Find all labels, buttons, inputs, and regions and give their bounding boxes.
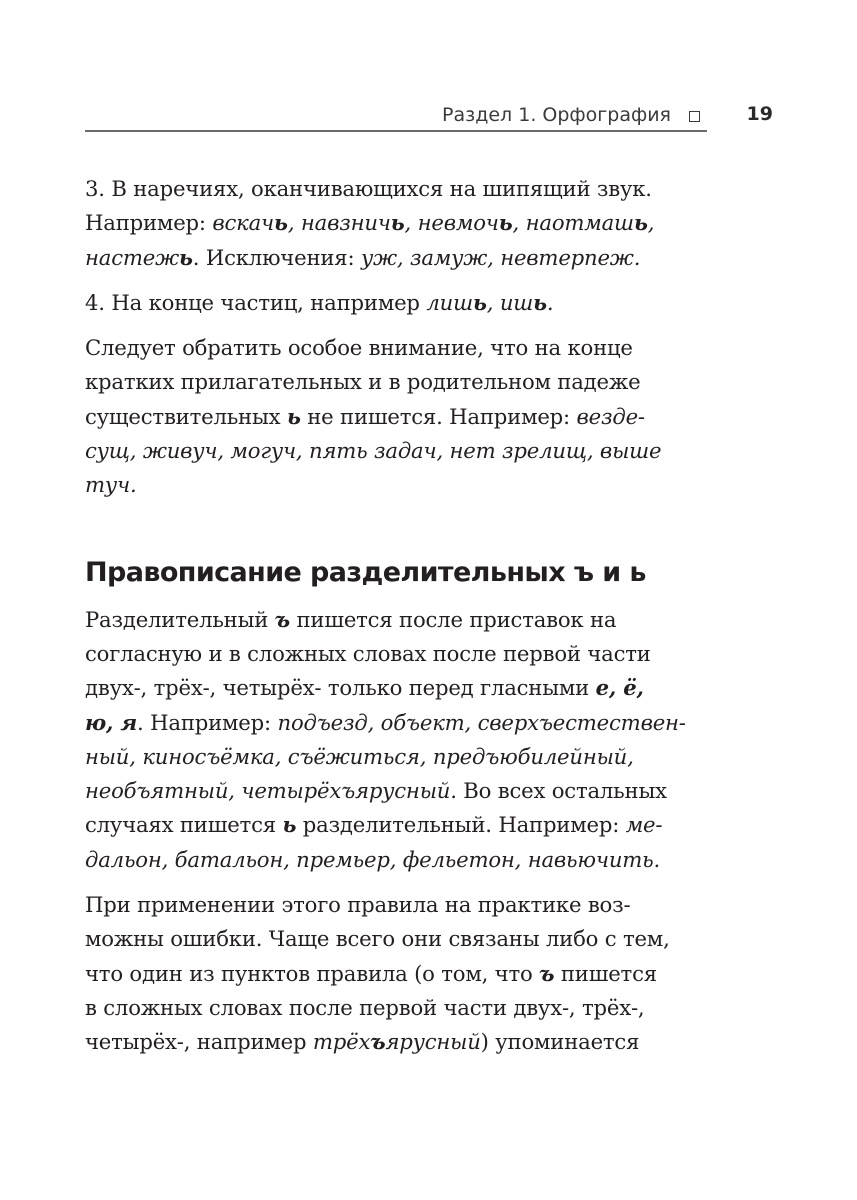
text-line: в сложных словах после первой части двух-, трёх-, [85,994,645,1020]
text-line: 4. На конце частиц, например лишь, ишь. [85,289,554,315]
text-line: туч. [85,472,137,498]
text-line: дальон, батальон, премьер, фельетон, навьючить. [85,846,661,872]
text-line: настежь. Исключения: уж, замуж, невтерпеж. [85,244,641,270]
text-line: необъятный, четырёхъярусный. Во всех остальных [85,778,667,804]
paragraph-2 [85,888,775,1059]
running-header [85,96,775,132]
text-line: случаях пишется ь разделительный. Например: ме- [85,812,663,838]
text-line: Следует обратить особое внимание, что на конце [85,335,633,361]
text-line: что один из пунктов правила (о том, что ъ пишется [85,960,657,986]
text-line: ный, киносъёмка, съёжиться, предъюбилейный, [85,743,634,769]
text-line: 3. В наречиях, оканчивающихся на шипящий звук. [85,176,652,201]
text-line: Например: вскачь, навзничь, невмочь, наотмашь, [85,210,655,236]
text-line: ю, я. Например: подъезд, объект, сверхъестествен- [85,709,686,735]
page-number: 19 [746,103,773,125]
text-line: кратких прилагательных и в родительном падеже [85,369,641,395]
text-line: существительных ь не пишется. Например: везде- [85,403,645,429]
section-heading: Правописание разделительных ъ и ь [85,556,646,588]
page-body [85,172,775,1060]
text-line: сущ, живуч, могуч, пять задач, нет зрелищ, выше [85,438,662,464]
text-line: двух-, трёх-, четырёх- только перед гласными е, ё, [85,675,644,701]
section-title: Раздел 1. Орфография [442,104,671,126]
square-bullet-icon [689,111,700,122]
text-line: Разделительный ъ пишется после приставок на [85,606,617,632]
paragraph-1 [85,603,775,877]
text-line: При применении этого правила на практике воз- [85,892,631,918]
note-paragraph [85,331,775,502]
text-line: четырёх-, например трёхъярусный) упоминается [85,1029,640,1055]
rule-item-4 [85,286,775,320]
text-line: согласную и в сложных словах после первой части [85,640,651,666]
text-line: можны ошибки. Чаще всего они связаны либо с тем, [85,926,670,952]
rule-item-3 [85,172,775,275]
header-rule [85,130,707,132]
